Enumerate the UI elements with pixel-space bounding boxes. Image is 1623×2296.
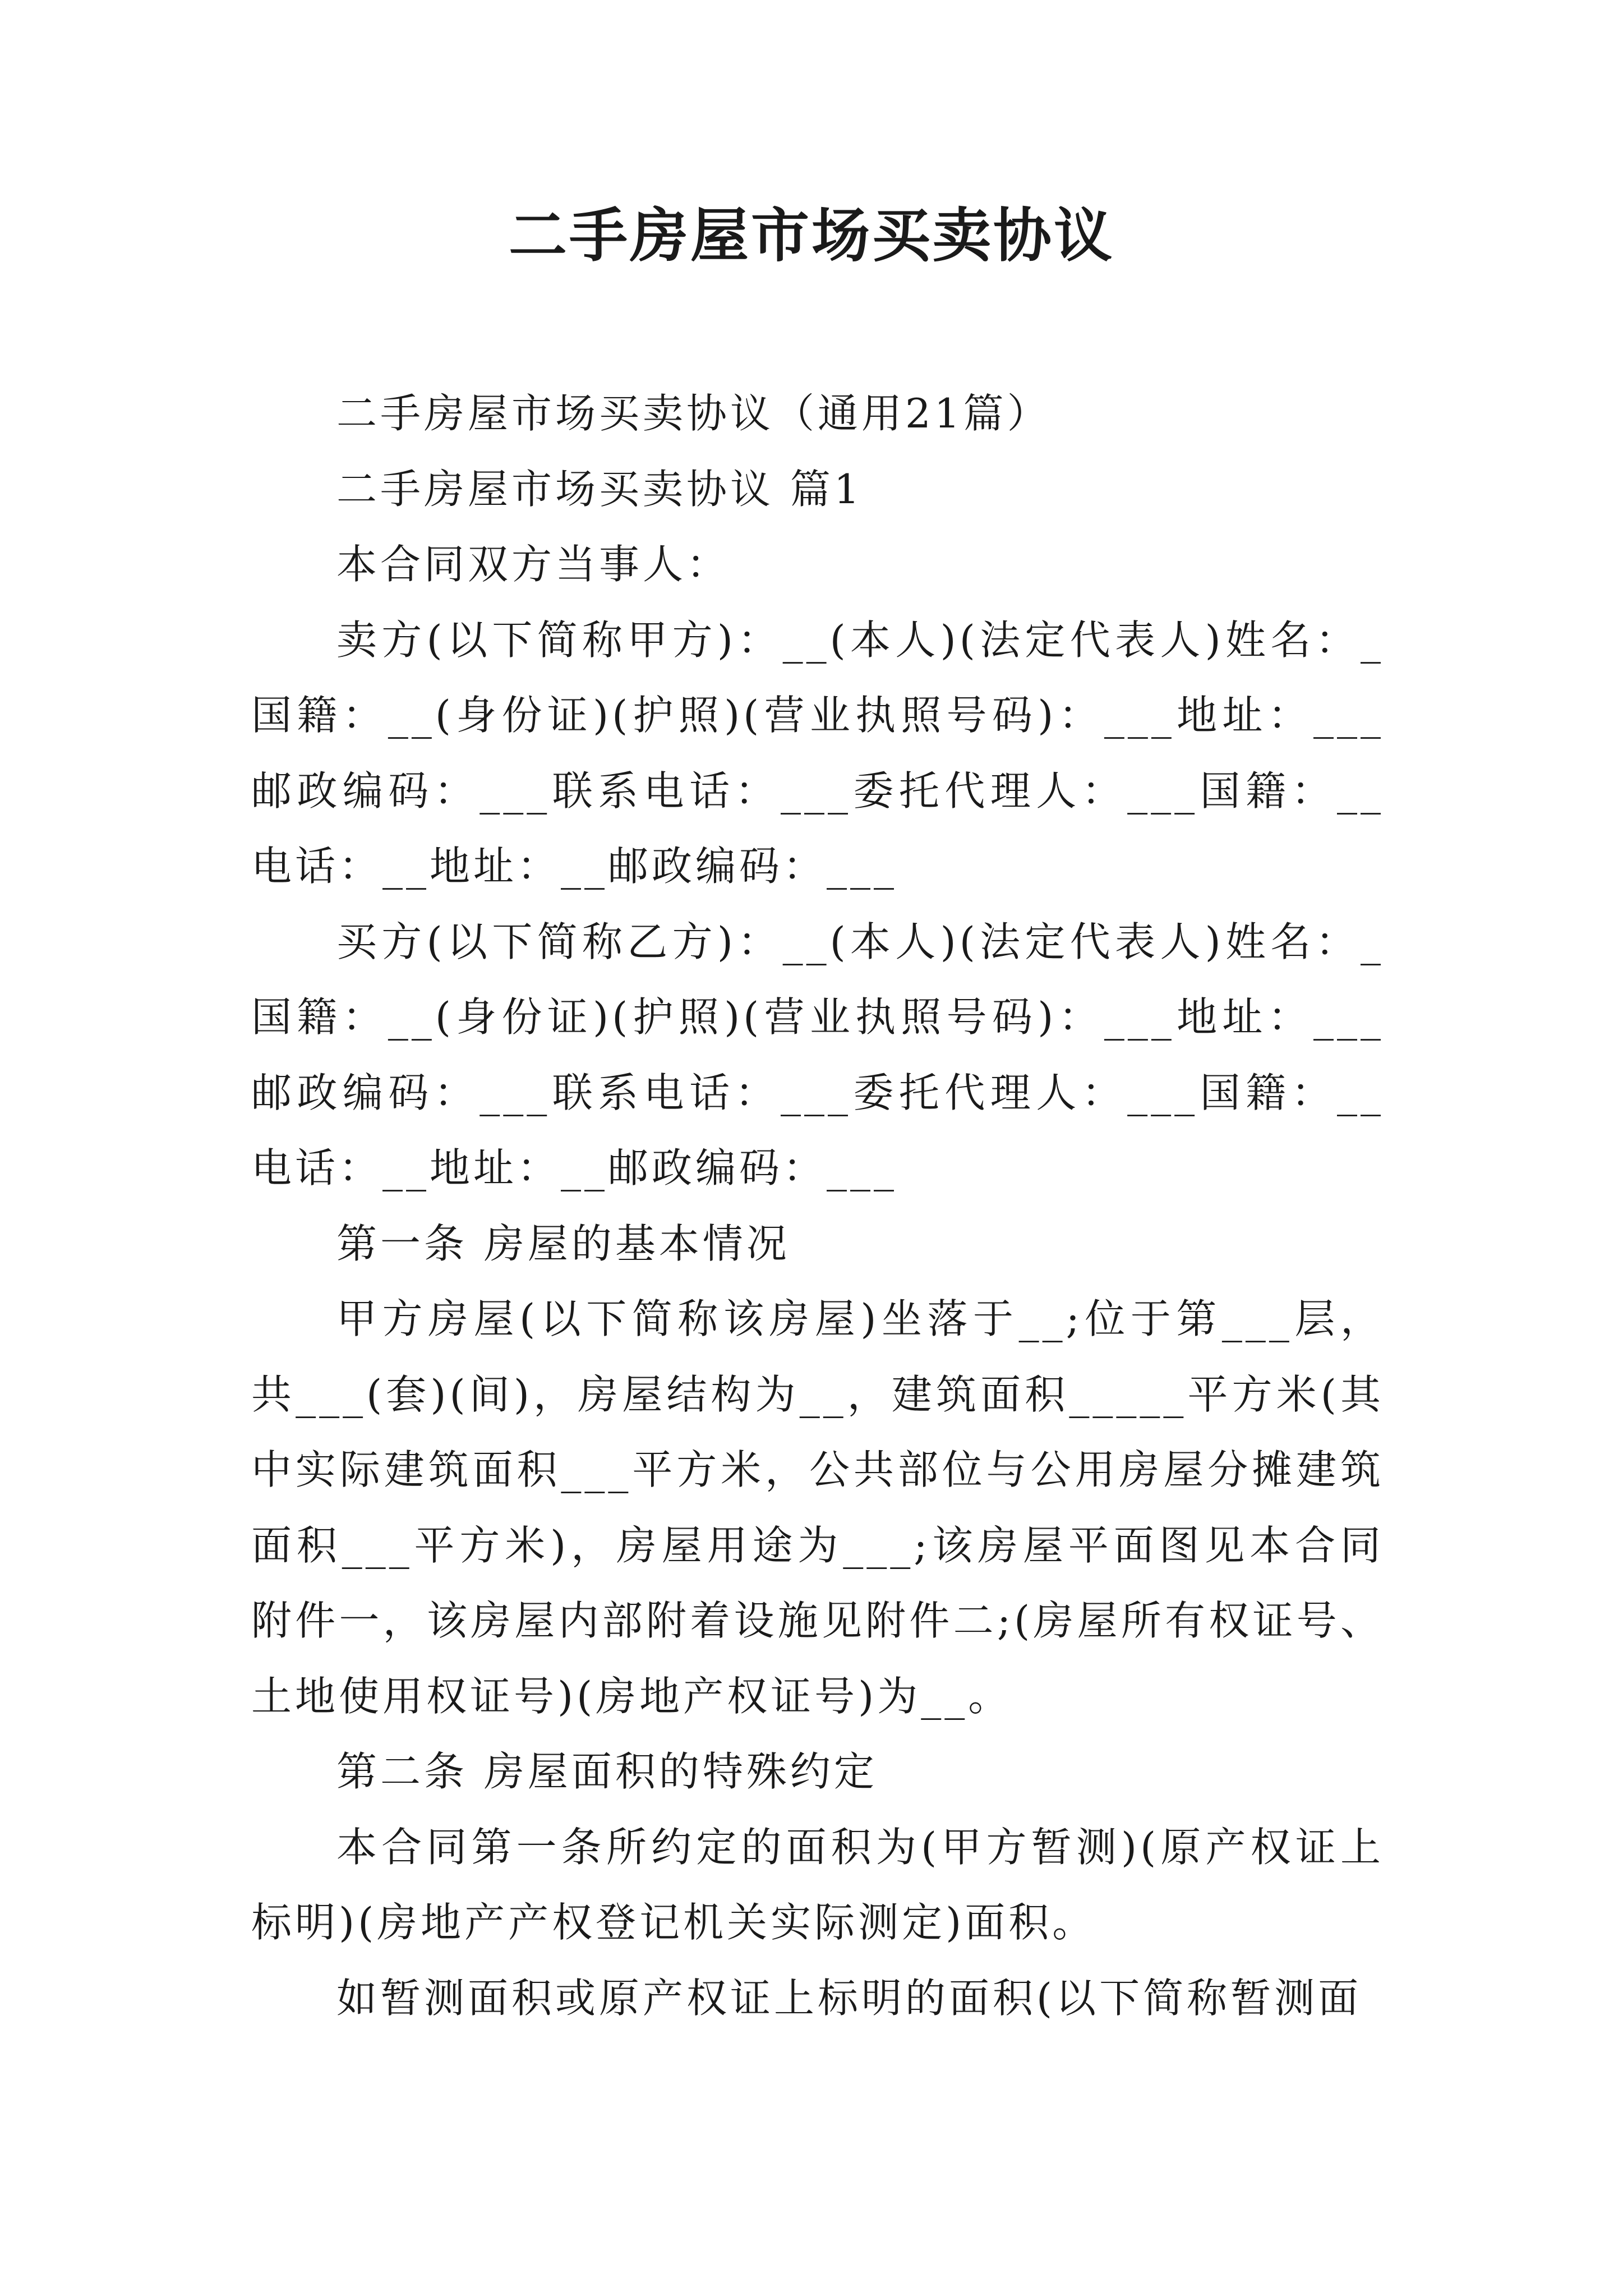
article-2-body: 本合同第一条所约定的面积为(甲方暂测)(原产权证上标明)(房地产产权登记机关实际测定)面积。 bbox=[251, 1823, 1384, 1946]
paragraph-section-heading: 二手房屋市场买卖协议 篇1 bbox=[336, 465, 863, 513]
paragraph-seller-info: 卖方(以下简称甲方)：__(本人)(法定代表人)姓名：_国籍：__(身份证)(护照)(营业执照号码)：___地址：___邮政编码：___联系电话：___委托代理人：___国籍：__电话：__地址：__邮政编码：___ bbox=[251, 616, 1384, 890]
article-2-heading: 第二条 房屋面积的特殊约定 bbox=[336, 1748, 878, 1795]
article-2-continued: 如暂测面积或原产权证上标明的面积(以下简称暂测面 bbox=[336, 1974, 1362, 2022]
paragraph-parties-intro: 本合同双方当事人： bbox=[336, 541, 731, 588]
document-title: 二手房屋市场买卖协议 bbox=[508, 201, 1114, 270]
article-1-heading: 第一条 房屋的基本情况 bbox=[336, 1220, 790, 1267]
paragraph-subtitle: 二手房屋市场买卖协议（通用21篇） bbox=[336, 390, 1051, 437]
paragraph-buyer-info: 买方(以下简称乙方)：__(本人)(法定代表人)姓名：_国籍：__(身份证)(护照)(营业执照号码)：___地址：___邮政编码：___联系电话：___委托代理人：___国籍：__电话：__地址：__邮政编码：___ bbox=[251, 918, 1384, 1191]
article-1-body: 甲方房屋(以下简称该房屋)坐落于__;位于第___层，共___(套)(间)，房屋结构为__，建筑面积_____平方米(其中实际建筑面积___平方米，公共部位与公用房屋分摊建筑面积___平方米)，房屋用途为___;该房屋平面图见本合同附件一，该房屋内部附着设施见附件二;(房屋所有权证号、土地使用权证号)(房地产权证号)为__。 bbox=[251, 1295, 1384, 1720]
document-body bbox=[251, 376, 1384, 2036]
